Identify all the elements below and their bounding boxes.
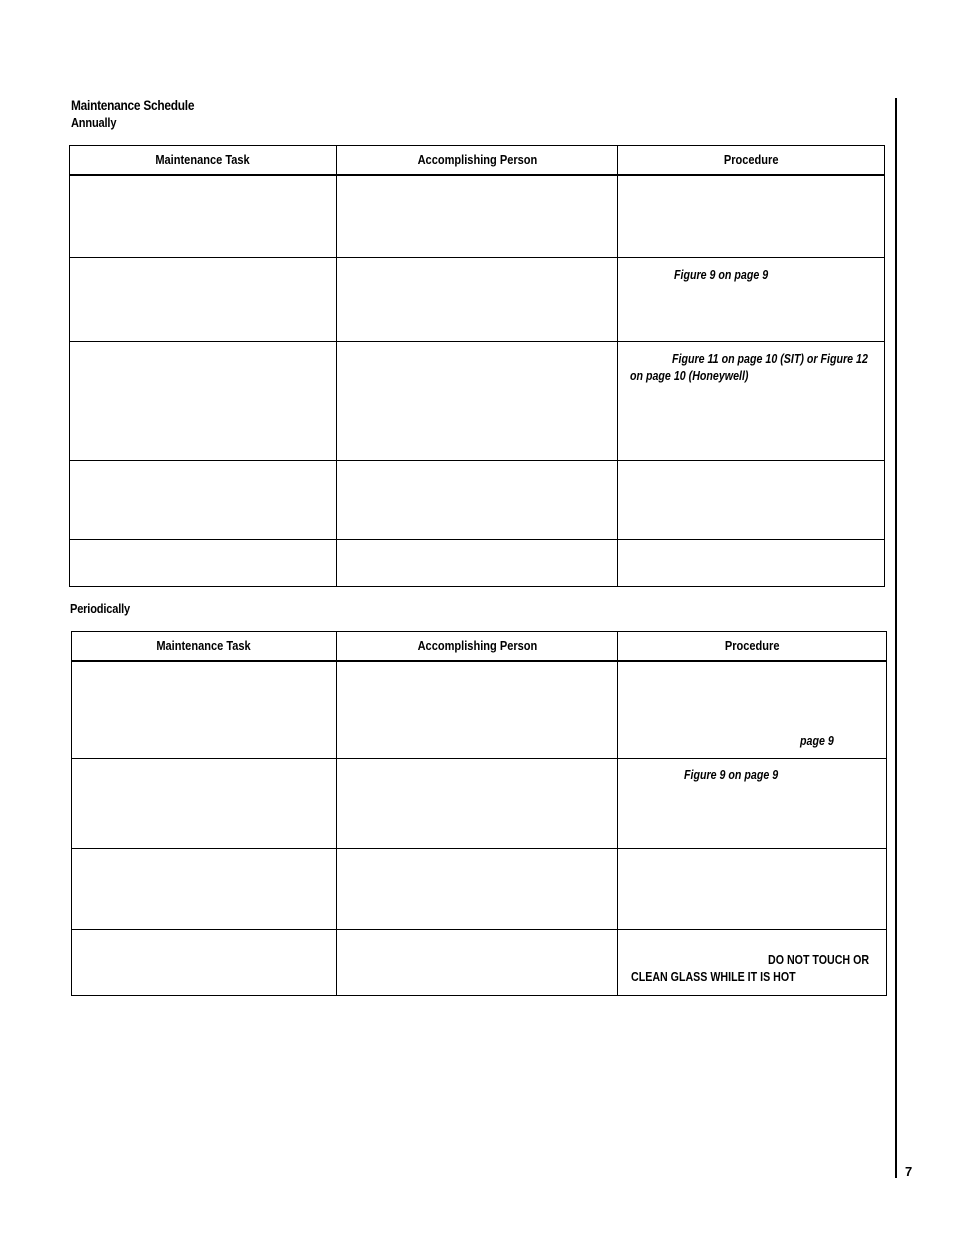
table-row: [72, 758, 887, 848]
table-row: [70, 341, 885, 460]
task-cell: [70, 460, 337, 539]
hot-glass-warning: CLEAN GLASS WHILE IT IS HOT: [631, 968, 796, 984]
page-reference: page 9: [800, 733, 834, 748]
person-cell: [337, 758, 618, 848]
table-header-row: [72, 632, 887, 662]
person-cell: [337, 341, 618, 460]
person-cell: [337, 929, 618, 995]
annual-maintenance-table: [69, 145, 885, 587]
table-row: [70, 257, 885, 341]
task-cell: [70, 341, 337, 460]
figure-reference: on page 10 (Honeywell): [630, 367, 749, 383]
person-cell: [337, 539, 618, 586]
procedure-cell: [618, 929, 887, 995]
page-number: 7: [905, 1164, 913, 1179]
hot-glass-warning: DO NOT TOUCH OR: [768, 951, 870, 967]
procedure-cell: [618, 661, 887, 758]
procedure-cell: [618, 848, 887, 929]
table-row: [72, 661, 887, 758]
person-cell: [337, 257, 618, 341]
procedure-cell: [618, 341, 885, 460]
header-accomplishing-person: Accomplishing Person: [337, 632, 618, 662]
header-procedure: Procedure: [618, 146, 885, 176]
header-procedure: Procedure: [618, 632, 887, 662]
table-row: [70, 175, 885, 257]
procedure-cell: [618, 257, 885, 341]
periodic-maintenance-table: [71, 631, 887, 996]
table-row: [72, 929, 887, 995]
page-margin-rule: [895, 98, 897, 1178]
task-cell: [70, 539, 337, 586]
task-cell: [72, 661, 337, 758]
person-cell: [337, 175, 618, 257]
task-cell: [72, 758, 337, 848]
table-row: [70, 539, 885, 586]
header-accomplishing-person: Accomplishing Person: [337, 146, 618, 176]
table-row: [70, 460, 885, 539]
figure-reference: Figure 9 on page 9: [684, 766, 779, 782]
procedure-cell: [618, 175, 885, 257]
header-maintenance-task: Maintenance Task: [70, 146, 337, 176]
person-cell: [337, 848, 618, 929]
page-title: Maintenance Schedule: [71, 97, 195, 113]
task-cell: [72, 848, 337, 929]
person-cell: [337, 661, 618, 758]
section-label-periodically: Periodically: [70, 601, 131, 616]
procedure-cell: [618, 460, 885, 539]
table-row: [72, 848, 887, 929]
person-cell: [337, 460, 618, 539]
task-cell: [72, 929, 337, 995]
section-label-annually: Annually: [71, 115, 117, 130]
task-cell: [70, 257, 337, 341]
table-header-row: [70, 146, 885, 176]
procedure-cell: [618, 758, 887, 848]
header-maintenance-task: Maintenance Task: [72, 632, 337, 662]
figure-reference: Figure 9 on page 9: [674, 266, 769, 282]
procedure-cell: [618, 539, 885, 586]
task-cell: [70, 175, 337, 257]
figure-reference: Figure 11 on page 10 (SIT) or Figure 12: [672, 350, 868, 366]
